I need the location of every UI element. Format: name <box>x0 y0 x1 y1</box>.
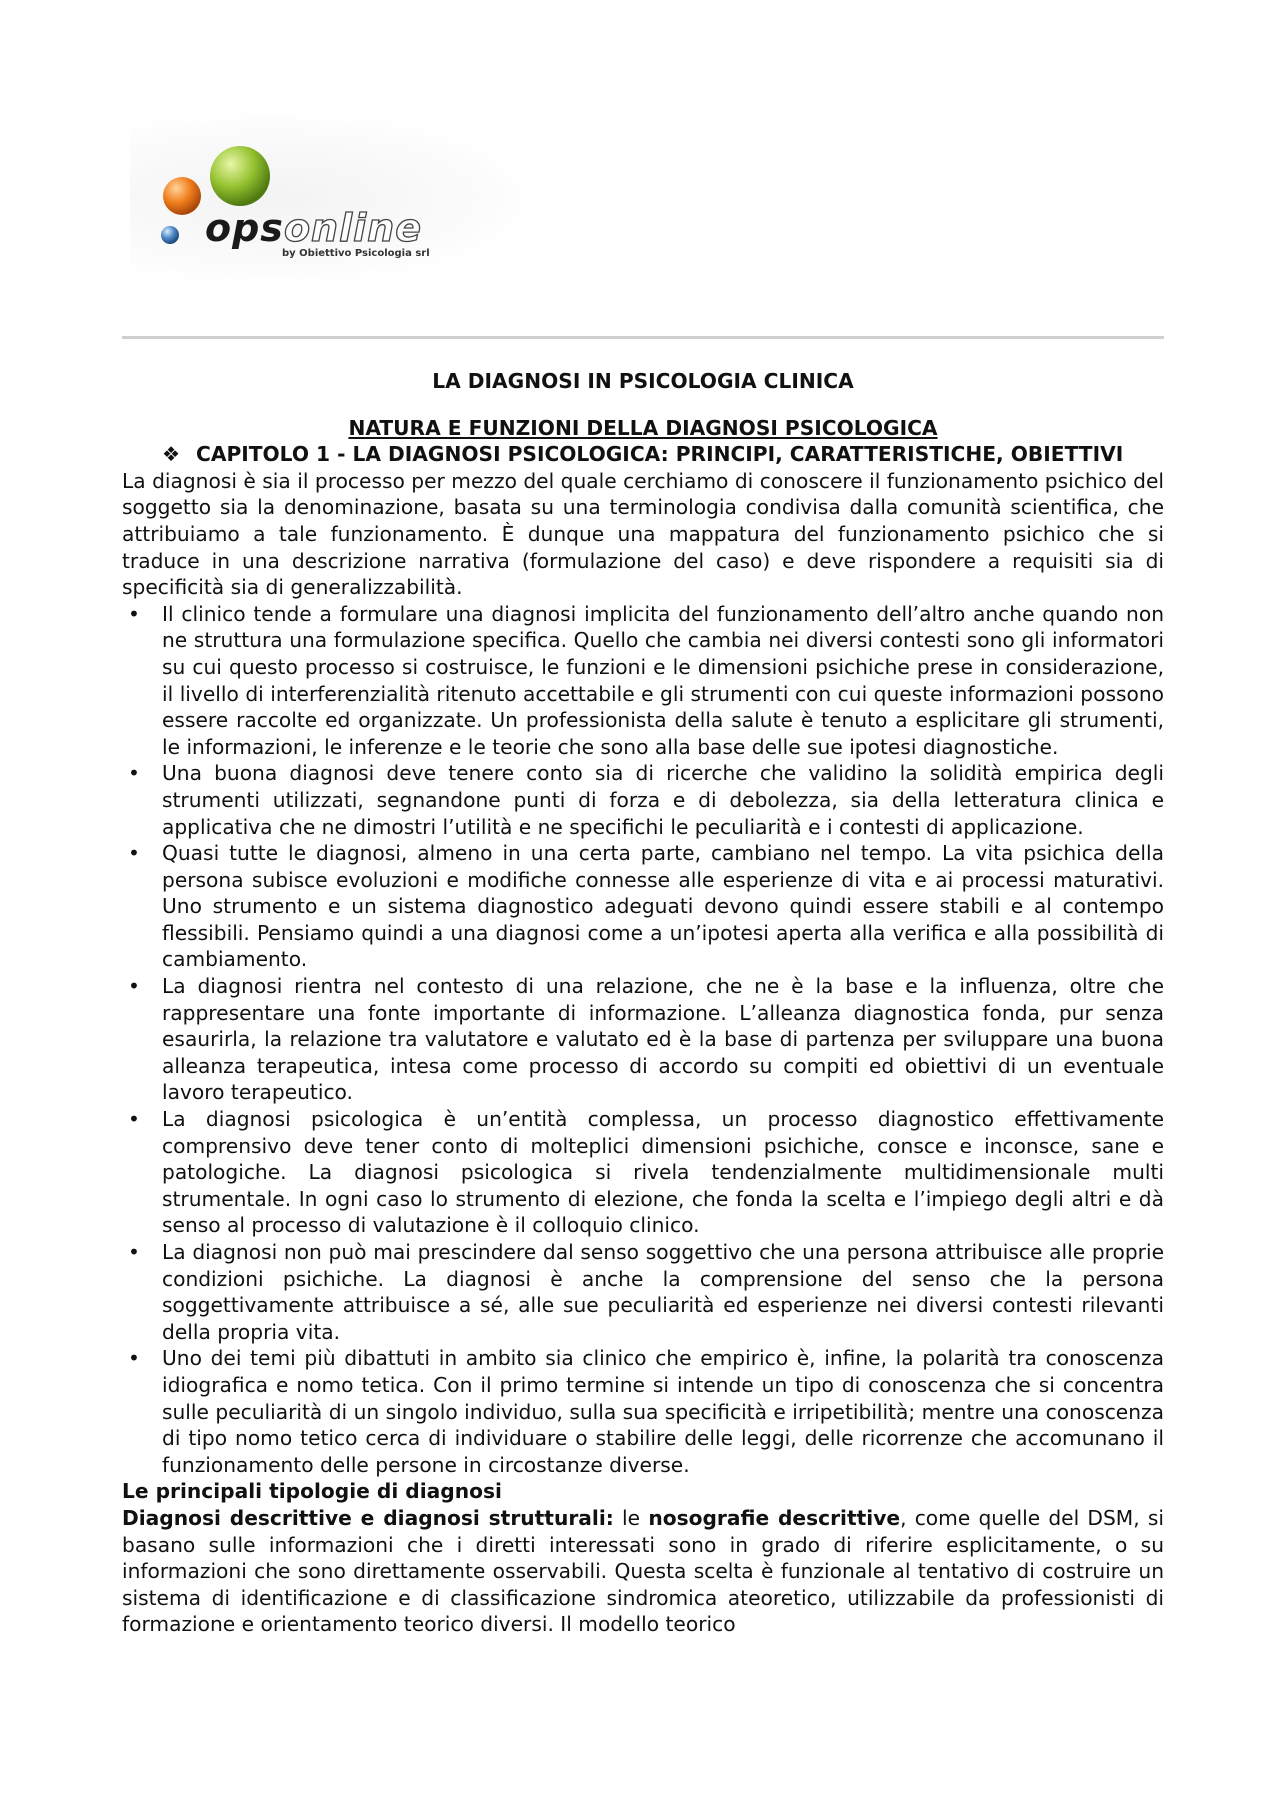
list-item: • Una buona diagnosi deve tenere conto sia di ricerche che validino la solidità empirica degli strumenti utilizzati, segnandone punti di forza e di debolezza, sia della letteratura clinica e applicativa che ne dimostri l’utilità e ne specifichi le peculiarità e i contesti di applicazione. <box>122 760 1164 840</box>
intro-paragraph: La diagnosi è sia il processo per mezzo del quale cerchiamo di conoscere il funzionamento psichico del soggetto sia la denominazione, basata su una terminologia condivisa dalla comunità scientifica, che attribuiamo a tale funzionamento. È dunque una mappatura del funzionamento psichico che si traduce in una descrizione narrativa (formulazione del caso) e deve rispondere a requisiti sia di specificità sia di generalizzabilità. <box>122 468 1164 600</box>
list-item: • Il clinico tende a formulare una diagnosi implicita del funzionamento dell’altro anche quando non ne struttura una formulazione specifica. Quello che cambia nei diversi contesti sono gli informatori su cui questo processo si costruisce, le funzioni e le dimensioni psichiche prese in considerazione, il livello di interferenzialità ritenuto accettabile e gli strumenti con cui queste informazioni possono essere raccolte ed organizzate. Un professionista della salute è tenuto a esplicitare gli strumenti, le informazioni, le inferenze e le teorie che sono alla base delle sue ipotesi diagnostiche. <box>122 601 1164 761</box>
final-lead-bold: Diagnosi descrittive e diagnosi strutturali: <box>122 1505 614 1530</box>
final-text-1: le <box>613 1505 649 1530</box>
diamond-bullet-icon: ❖ <box>162 442 181 467</box>
chapter-heading-text: CAPITOLO 1 - LA DIAGNOSI PSICOLOGICA: PRINCIPI, CARATTERISTICHE, OBIETTIVI <box>196 442 1124 467</box>
list-item: • Uno dei temi più dibattuti in ambito sia clinico che empirico è, infine, la polarità tra conoscenza idiografica e nomo tetica. Con il primo termine si intende un tipo di conoscenza che si concentra sulle peculiarità di un singolo individuo, sulla sua specificità e irripetibilità; mentre una conoscenza di tipo nomo tetico cerca di individuare o stabilire delle leggi, delle ricorrenze che accomunano il funzionamento delle persone in circostanze diverse. <box>122 1345 1164 1478</box>
final-bold-2: nosografie descrittive <box>648 1505 901 1530</box>
list-item: • La diagnosi non può mai prescindere dal senso soggettivo che una persona attribuisce alle proprie condizioni psichiche. La diagnosi è anche la comprensione del senso che la persona soggettivamente attribuisce a sé, alle sue peculiarità ed esperienze nei diversi contesti rilevanti della propria vita. <box>122 1239 1164 1345</box>
logo-subtitle: by Obiettivo Psicologia srl <box>282 248 430 259</box>
logo-ops: ops <box>205 206 284 250</box>
opsonline-logo <box>150 128 530 278</box>
document-subtitle: NATURA E FUNZIONI DELLA DIAGNOSI PSICOLOGICA <box>348 415 938 440</box>
document-title: LA DIAGNOSI IN PSICOLOGIA CLINICA <box>432 369 854 393</box>
bullet-list <box>122 601 1164 1479</box>
list-item: • Quasi tutte le diagnosi, almeno in una certa parte, cambiano nel tempo. La vita psichica della persona subisce evoluzioni e modifiche connesse alle esperienze di vita e ai processi maturativi. Uno strumento e un sistema diagnostico adeguati devono quindi essere stabili e al contempo flessibili. Pensiamo quindi a una diagnosi come a un’ipotesi aperta alla verifica e alla possibilità di cambiamento. <box>122 840 1164 973</box>
final-text-2: , come quelle del DSM, si basano sulle informazioni che i diretti interessati sono in grado di riferire esplicitamente, o su informazioni che sono direttamente osservabili. Questa scelta è funzionale al tentativo di costruire un sistema di identificazione e di classificazione sindromica ateoretico, utilizzabile da professionisti di formazione e orientamento teorico diversi. Il modello teorico <box>122 1505 1164 1637</box>
chapter-heading <box>122 441 1164 468</box>
document-body <box>122 368 1164 1638</box>
logo-online: online <box>283 206 422 250</box>
list-item: • La diagnosi psicologica è un’entità complessa, un processo diagnostico effettivamente comprensivo deve tener conto di molteplici dimensioni psichiche, consce e inconsce, sane e patologiche. La diagnosi psicologica si rivela tendenzialmente multidimensionale multi strumentale. In ogni caso lo strumento di elezione, che fonda la scelta e l’impiego degli altri e dà senso al processo di valutazione è il colloquio clinico. <box>122 1106 1164 1239</box>
section-heading: Le principali tipologie di diagnosi <box>122 1479 502 1504</box>
header-divider <box>122 336 1164 339</box>
final-paragraph <box>122 1505 1164 1638</box>
list-item: • La diagnosi rientra nel contesto di una relazione, che ne è la base e la influenza, oltre che rappresentare una fonte importante di informazione. L’alleanza diagnostica fonda, pur senza esaurirla, la relazione tra valutatore e valutato ed è la base di partenza per sviluppare una buona alleanza terapeutica, intesa come processo di accordo su compiti ed obiettivi di un eventuale lavoro terapeutico. <box>122 973 1164 1106</box>
logo-wordmark <box>205 206 422 250</box>
